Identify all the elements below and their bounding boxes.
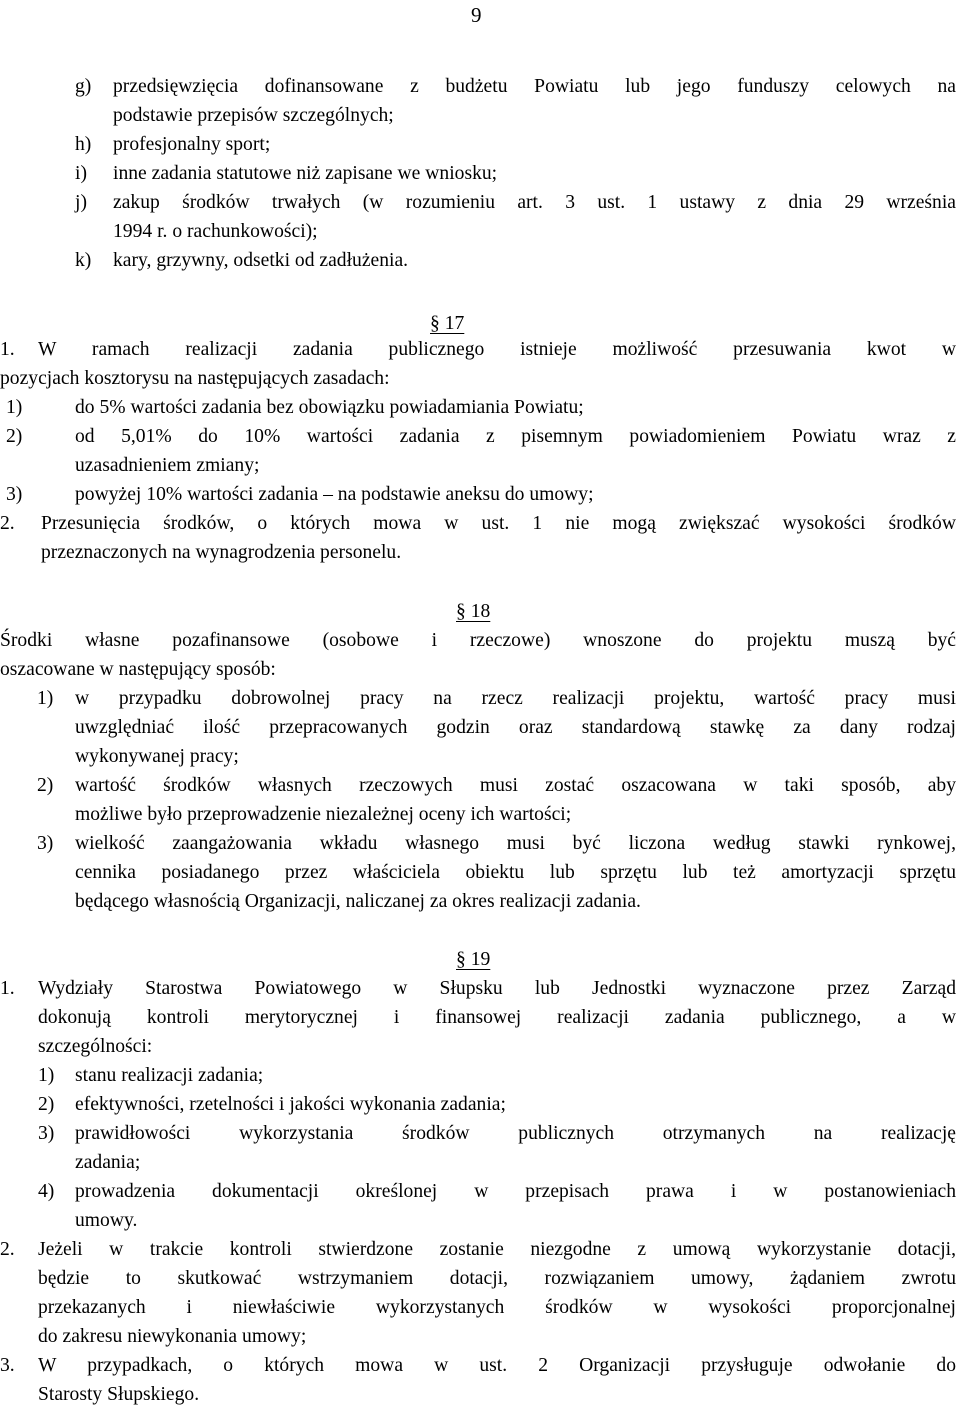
item-label: 2): [6, 426, 23, 447]
s19-item-1: [0, 1061, 956, 1090]
item-label: 1): [37, 688, 54, 709]
section-17: [0, 335, 956, 567]
paragraph-line: będzie to skutkować wstrzymaniem dotacji, rozwiązaniem umowy, żądaniem zwrotu: [38, 1268, 956, 1289]
list-label: i): [75, 163, 87, 184]
s18-intro: [0, 626, 956, 684]
s18-item-1: [0, 684, 956, 771]
list-item-g: [75, 72, 956, 130]
item-line: prawidłowości wykorzystania środków publicznych otrzymanych na realizację: [75, 1123, 956, 1144]
s19-item-4: [0, 1177, 956, 1235]
item-line: efektywności, rzetelności i jakości wykonania zadania;: [75, 1094, 506, 1115]
section-19: [0, 974, 956, 1409]
paragraph-line: W przypadkach, o których mowa w ust. 2 Organizacji przysługuje odwołanie do: [38, 1355, 956, 1376]
s17-paragraph-1: [0, 335, 956, 393]
item-line: prowadzenia dokumentacji określonej w przepisach prawa i w postanowieniach: [75, 1181, 956, 1202]
s17-item-2: [3, 422, 956, 480]
item-line: wartość środków własnych rzeczowych musi zostać oszacowana w taki sposób, aby: [75, 775, 956, 796]
page-number: 9: [471, 3, 482, 27]
item-line: wykonywanej pracy;: [75, 746, 239, 767]
s19-paragraph-3: [0, 1351, 956, 1409]
section-heading-text: § 19: [456, 949, 491, 970]
list-item-h: [75, 130, 956, 159]
paragraph-text: W ramach realizacji zadania publicznego istnieje możliwość przesuwania kwot w: [38, 339, 956, 360]
paragraph-label: 2.: [0, 513, 15, 534]
section-heading-text: § 18: [456, 601, 491, 622]
section-19-heading: [456, 945, 576, 974]
s19-paragraph-1: [0, 974, 956, 1061]
section-18-heading: [456, 597, 576, 626]
item-line: uwzględniać ilość przepracowanych godzin oraz standardową stawkę za dany rodzaj: [75, 717, 956, 738]
item-label: 3): [38, 1123, 55, 1144]
paragraph-line: przeznaczonych na wynagrodzenia personelu.: [41, 542, 402, 563]
list-item-j: [75, 188, 956, 246]
item-line: umowy.: [75, 1210, 138, 1231]
s18-item-3: [0, 829, 956, 916]
list-item-k: [75, 246, 956, 275]
paragraph-line: pozycjach kosztorysu na następujących zasadach:: [0, 368, 390, 389]
paragraph-line: Wydziały Starostwa Powiatowego w Słupsku lub Jednostki wyznaczone przez Zarząd: [38, 978, 956, 999]
item-label: 4): [38, 1181, 55, 1202]
item-line: uzasadnieniem zmiany;: [75, 455, 260, 476]
item-label: 3): [6, 484, 23, 505]
section-17-heading: [430, 309, 550, 338]
list-line: podstawie przepisów szczególnych;: [113, 105, 394, 126]
paragraph-line: przekazanych i niewłaściwie wykorzystanych środków w wysokości proporcjonalnej: [38, 1297, 956, 1318]
s18-item-2: [0, 771, 956, 829]
item-line: od 5,01% do 10% wartości zadania z pisemnym powiadomieniem Powiatu wraz z: [75, 426, 956, 447]
list-label: g): [75, 76, 92, 97]
list-item-i: [75, 159, 956, 188]
paragraph-line: szczególności:: [38, 1036, 153, 1057]
item-line: będącego własnością Organizacji, naliczanej za okres realizacji zadania.: [75, 891, 641, 912]
item-label: 1): [6, 397, 23, 418]
s17-item-3: [3, 480, 956, 509]
section-heading-text: § 17: [430, 313, 465, 334]
item-label: 2): [37, 775, 54, 796]
s17-item-1: [3, 393, 956, 422]
paragraph-label: 3.: [0, 1355, 15, 1376]
item-line: cennika posiadanego przez właściciela obiektu lub sprzętu lub też amortyzacji sprzętu: [75, 862, 956, 883]
paragraph-label: 2.: [0, 1239, 15, 1260]
item-line: wielkość zaangażowania wkładu własnego musi być liczona według stawki rynkowej,: [75, 833, 956, 854]
s17-paragraph-2: [0, 509, 956, 567]
item-label: 3): [37, 833, 54, 854]
paragraph-label: 1.: [0, 978, 15, 999]
item-line: możliwe było przeprowadzenie niezależnej oceny ich wartości;: [75, 804, 572, 825]
paragraph-line: Przesunięcia środków, o których mowa w ust. 1 nie mogą zwiększać wysokości środków: [41, 513, 956, 534]
item-line: w przypadku dobrowolnej pracy na rzecz realizacji projektu, wartość pracy musi: [75, 688, 956, 709]
paragraph-label: 1.: [0, 339, 15, 360]
list-line: profesjonalny sport;: [113, 134, 271, 155]
list-line: inne zadania statutowe niż zapisane we wniosku;: [113, 163, 498, 184]
paragraph-line: do zakresu niewykonania umowy;: [38, 1326, 307, 1347]
list-line: zakup środków trwałych (w rozumieniu art. 3 ust. 1 ustawy z dnia 29 września: [113, 192, 956, 213]
item-line: powyżej 10% wartości zadania – na podstawie aneksu do umowy;: [75, 484, 594, 505]
item-line: do 5% wartości zadania bez obowiązku powiadamiania Powiatu;: [75, 397, 584, 418]
s19-paragraph-2: [0, 1235, 956, 1351]
list-line: przedsięwzięcia dofinansowane z budżetu Powiatu lub jego funduszy celowych na: [113, 76, 956, 97]
list-label: h): [75, 134, 92, 155]
exclusions-list: [75, 72, 956, 275]
s19-item-2: [0, 1090, 956, 1119]
section-18: [0, 626, 956, 916]
list-label: k): [75, 250, 92, 271]
item-line: stanu realizacji zadania;: [75, 1065, 264, 1086]
paragraph-line: Starosty Słupskiego.: [38, 1384, 200, 1405]
paragraph-line: Jeżeli w trakcie kontroli stwierdzone zostanie niezgodne z umową wykorzystanie dotacji,: [38, 1239, 956, 1260]
list-line: 1994 r. o rachunkowości);: [113, 221, 318, 242]
item-label: 1): [38, 1065, 55, 1086]
item-label: 2): [38, 1094, 55, 1115]
paragraph-line: dokonują kontroli merytorycznej i finansowej realizacji zadania publicznego, a w: [38, 1007, 956, 1028]
s19-item-3: [0, 1119, 956, 1177]
list-line: kary, grzywny, odsetki od zadłużenia.: [113, 250, 409, 271]
intro-line: oszacowane w następujący sposób:: [0, 659, 276, 680]
list-label: j): [75, 192, 87, 213]
paragraph-line: [0, 335, 956, 364]
intro-line: Środki własne pozafinansowe (osobowe i rzeczowe) wnoszone do projektu muszą być: [0, 630, 956, 651]
item-line: zadania;: [75, 1152, 141, 1173]
